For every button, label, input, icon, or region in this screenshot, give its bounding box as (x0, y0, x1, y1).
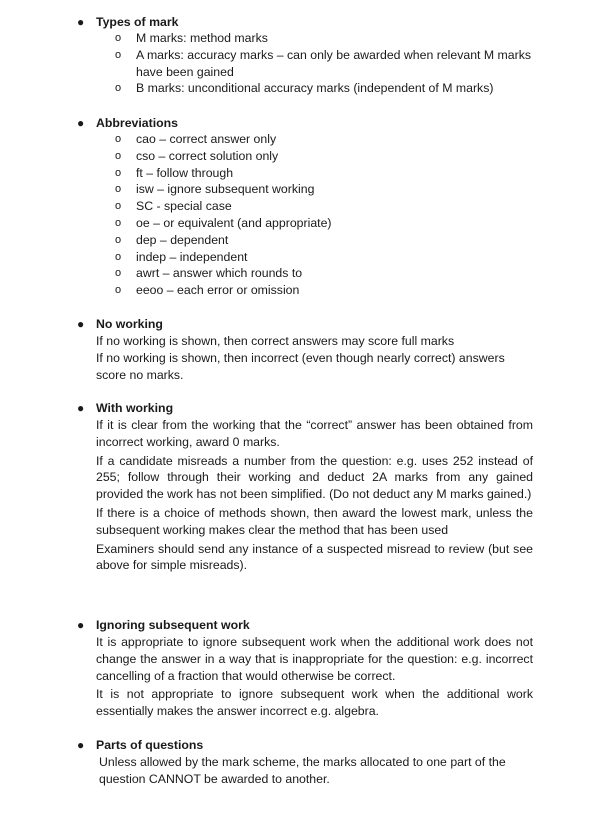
list-item: o SC - special case (115, 199, 232, 214)
section-body (96, 333, 533, 383)
section-title: With working (96, 401, 174, 415)
list-item: o cao – correct answer only (115, 132, 277, 146)
paragraph: Examiners should send any instance of a suspected misread to review (but see above for simple misreads). (96, 541, 533, 573)
list-item: o A marks: accuracy marks – can only be awarded when relevant M marks have been gained (115, 47, 532, 79)
paragraph: If it is clear from the working that the “correct” answer has been obtained from incorrect working, award 0 marks. (96, 418, 533, 449)
bullet-icon: ● (77, 618, 85, 632)
list-item: o isw – ignore subsequent working (115, 182, 315, 197)
circle-bullet-icon: o (115, 183, 122, 196)
list-item: o dep – dependent (115, 232, 229, 247)
circle-bullet-icon: o (115, 250, 122, 263)
list-item: o cso – correct solution only (115, 148, 279, 163)
section-title: No working (96, 317, 163, 331)
section-body (99, 754, 533, 790)
circle-bullet-icon: o (115, 166, 122, 179)
bullet-icon: ● (77, 15, 85, 29)
section-title: Parts of questions (96, 738, 204, 752)
sub-list (115, 30, 535, 97)
section-title: Abbreviations (96, 116, 178, 130)
paragraph: If a candidate misreads a number from the question: e.g. uses 252 instead of 255; follow through their working and deduct 2A marks from any gained provided the work has not been simplified. (Do not deduct any M marks gained.) (96, 453, 533, 502)
section-body (96, 634, 533, 722)
section-title: Ignoring subsequent work (96, 618, 250, 632)
list-item: o ft – follow through (115, 165, 234, 180)
circle-bullet-icon: o (115, 48, 122, 61)
circle-bullet-icon: o (115, 284, 122, 297)
bullet-icon: ● (77, 116, 85, 130)
paragraph: If no working is shown, then incorrect (even though nearly correct) answers score no marks. (96, 350, 505, 382)
circle-bullet-icon: o (115, 267, 122, 280)
circle-bullet-icon: o (115, 216, 122, 229)
bullet-icon: ● (77, 738, 85, 752)
paragraph: Unless allowed by the mark scheme, the marks allocated to one part of the question CANNOT be awarded to another. (99, 755, 506, 786)
section-title: Types of mark (96, 15, 179, 29)
circle-bullet-icon: o (115, 32, 122, 44)
circle-bullet-icon: o (115, 149, 122, 162)
list-item: o awrt – answer which rounds to (115, 266, 303, 281)
list-item: o indep – independent (115, 249, 248, 264)
paragraph: It is appropriate to ignore subsequent work when the additional work does not change the answer in a way that is inappropriate for the question: e.g. incorrect cancelling of a fraction that would otherwise be correct. (96, 635, 533, 683)
circle-bullet-icon: o (115, 82, 122, 95)
paragraph: It is not appropriate to ignore subsequent work when the additional work essentially makes the answer incorrect e.g. algebra. (96, 687, 533, 719)
bullet-icon: ● (77, 317, 85, 331)
paragraph: If no working is shown, then correct answers may score full marks (96, 334, 455, 348)
list-item: o eeoo – each error or omission (115, 283, 300, 298)
list-item: o M marks: method marks (115, 31, 268, 45)
circle-bullet-icon: o (115, 233, 122, 246)
sub-list (115, 131, 535, 299)
paragraph: If there is a choice of methods shown, then award the lowest mark, unless the subsequent working makes clear the method that has been used (96, 505, 533, 537)
circle-bullet-icon: o (115, 200, 122, 213)
list-item: o B marks: unconditional accuracy marks (independent of M marks) (115, 81, 494, 96)
bullet-icon: ● (77, 401, 85, 415)
section-body (96, 417, 533, 576)
list-item: o oe – or equivalent (and appropriate) (115, 215, 332, 230)
circle-bullet-icon: o (115, 133, 122, 145)
